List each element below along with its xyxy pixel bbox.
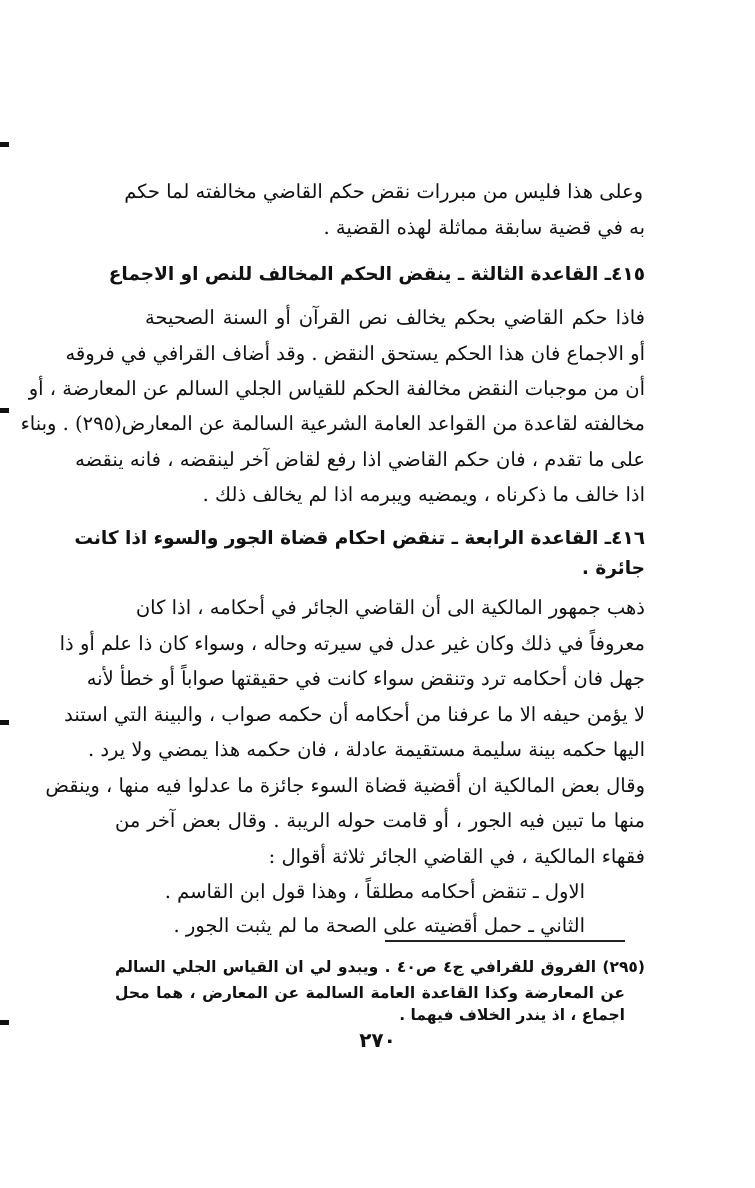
body-line: على ما تقدم ، فان حكم القاضي اذا رفع لقاض آخر لينقضه ، فانه ينقضه — [75, 448, 645, 471]
body-line: جهل فان أحكامه ترد وتنقض سواء كانت في حقيقتها صواباً أو خطأ لأنه — [86, 667, 645, 690]
body-line: اليها حكمه بينة سليمة مستقيمة عادلة ، فان حكمه هذا يمضي ولا يرد . — [87, 738, 645, 761]
margin-mark — [0, 720, 9, 725]
body-line: به في قضية سابقة مماثلة لهذه القضية . — [323, 216, 645, 239]
body-line: أو الاجماع فان هذا الحكم يستحق النقض . وقد أضاف القرافي في فروقه — [65, 342, 645, 365]
body-line: مخالفته لقاعدة من القواعد العامة الشرعية السالمة عن المعارض(٢٩٥) . وبناء — [20, 412, 645, 435]
body-line: اذا خالف ما ذكرناه ، ويمضيه ويبرمه اذا لم يخالف ذلك . — [202, 483, 645, 506]
footnote-separator — [385, 940, 625, 942]
section-heading-continued: جائرة . — [581, 558, 645, 579]
opinion-item: الثاني ـ حمل أقضيته على الصحة ما لم يثبت الجور . — [173, 914, 585, 937]
body-line: أن من موجبات النقض مخالفة الحكم للقياس الجلي السالم عن المعارضة ، أو — [28, 377, 645, 400]
body-line: معروفاً في ذلك وكان غير عدل في سيرته وحاله ، وسواء كان ذا علم أو ذا — [59, 632, 645, 655]
footnote-line: عن المعارضة وكذا القاعدة العامة السالمة عن المعارض ، هما محل — [115, 984, 625, 1002]
body-line: وقال بعض المالكية ان أقضية قضاة السوء جائزة ما عدلوا فيه منها ، وينقض — [45, 774, 645, 797]
margin-mark — [0, 142, 9, 147]
body-line: ذهب جمهور المالكية الى أن القاضي الجائر في أحكامه ، اذا كان — [135, 596, 645, 619]
opinion-item: الاول ـ تنقض أحكامه مطلقاً ، وهذا قول ابن القاسم . — [164, 880, 585, 903]
footnote-line: اجماع ، اذ يندر الخلاف فيهما . — [399, 1006, 625, 1024]
section-heading: ٤١٥ـ القاعدة الثالثة ـ ينقض الحكم المخالف للنص او الاجماع — [108, 264, 645, 285]
footnote-line: (٢٩٥) الفروق للقرافي ج٤ ص٤٠ . ويبدو لي ان القياس الجلي السالم — [115, 958, 645, 976]
body-line: فاذا حكم القاضي بحكم يخالف نص القرآن أو السنة الصحيحة — [145, 306, 645, 329]
margin-mark — [0, 408, 9, 413]
body-line: لا يؤمن حيفه الا ما عرفنا من أحكامه أن حكمه صواب ، والبينة التي استند — [64, 703, 645, 726]
section-heading: ٤١٦ـ القاعدة الرابعة ـ تنقض احكام قضاة الجور والسوء اذا كانت — [74, 528, 645, 549]
body-line: وعلى هذا فليس من مبررات نقض حكم القاضي مخالفته لما حكم — [124, 180, 643, 203]
margin-mark — [0, 1020, 9, 1025]
body-line: منها ما تبين فيه الجور ، أو قامت حوله الريبة . وقال بعض آخر من — [115, 809, 645, 832]
page-number: ٢٧٠ — [359, 1028, 396, 1052]
body-line: فقهاء المالكية ، في القاضي الجائر ثلاثة أقوال : — [268, 845, 645, 868]
